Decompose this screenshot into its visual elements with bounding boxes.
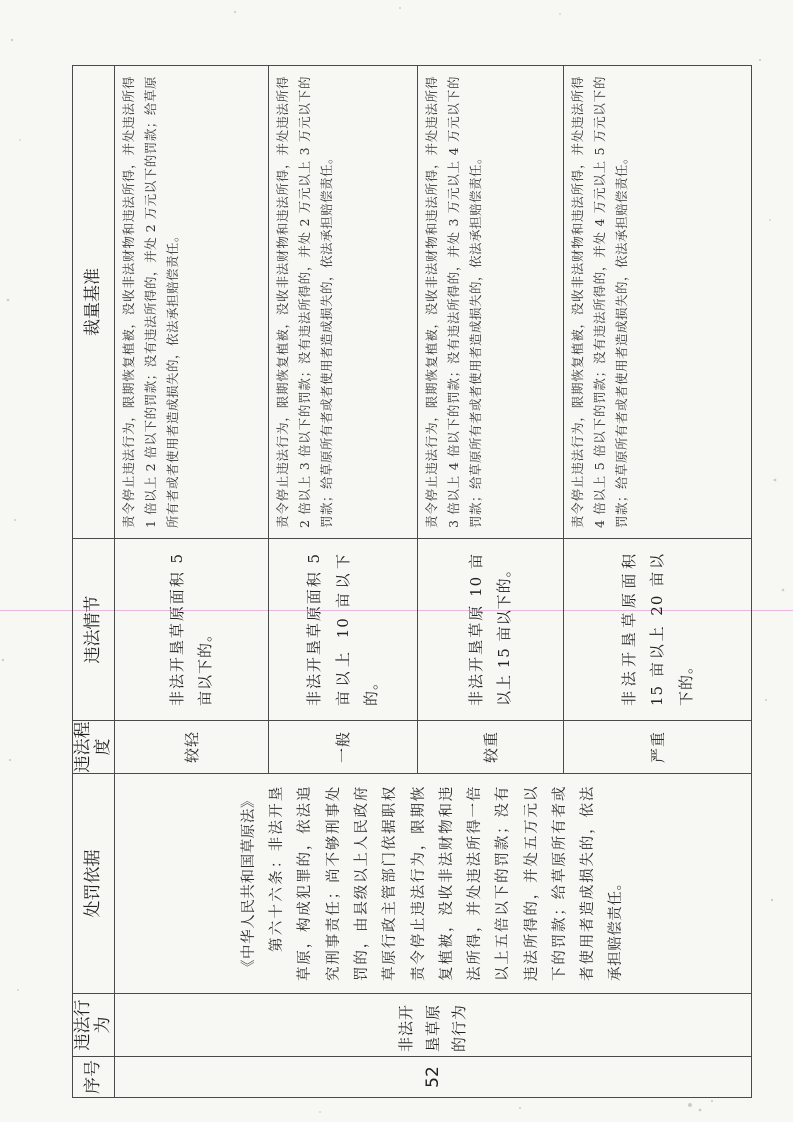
header-act: 违法行为: [73, 994, 115, 1057]
table-row: [114, 66, 268, 1098]
law-article: 第六十六条：非法开垦草原，构成犯罪的，依法追究刑事责任；尚不够刑事处罚的，由县级以上人民政府草原行政主管部门依据职权责令停止违法行为，限期恢复植被，没收非法财物和违法所得，并处违法所得一倍以上五倍以下的罚款；没有违法所得的，并处五万元以下的罚款；给草原所有者或者使用者造成损失的，依法承担赔偿责任。: [269, 786, 625, 981]
plot-cell: 非法开垦草原 10 亩以上 15 亩以下的。: [417, 539, 563, 721]
header-plot: 违法情节: [73, 539, 115, 721]
degree-cell: 较重: [417, 721, 563, 774]
plot-cell: 非法开垦草原面积 5 亩以下的。: [114, 539, 268, 721]
standard-cell: 责令停止违法行为，限期恢复植被，没收非法财物和违法所得，并处违法所得 1 倍以上 2 倍以下的罚款；没有违法所得的，并处 2 万元以下的罚款；给草原所有者或者使用者造成损失的，依法承担赔偿责任。: [114, 66, 268, 539]
plot-cell: 非法开垦草原面积 15 亩以上 20 亩以下的。: [563, 539, 751, 721]
rotated-table-frame: [72, 66, 750, 1098]
standard-cell: 责令停止违法行为，限期恢复植被，没收非法财物和违法所得，并处违法所得 3 倍以上 4 倍以下的罚款；没有违法所得的，并处 3 万元以上 4 万元以下的罚款；给草原所有者或者使用者造成损失的，依法承担赔偿责任。: [417, 66, 563, 539]
item-act: 非法开垦草原的行为: [114, 994, 751, 1057]
header-basis: 处罚依据: [73, 774, 115, 994]
law-title: 《中华人民共和国草原法》: [240, 792, 257, 975]
item-seq: 52: [114, 1057, 751, 1098]
degree-cell: 较轻: [114, 721, 268, 774]
plot-cell: 非法开垦草原面积 5 亩以上 10 亩以下的。: [268, 539, 417, 721]
header-seq: 序号: [73, 1057, 115, 1098]
item-basis: [114, 774, 751, 994]
degree-cell: 严重: [563, 721, 751, 774]
header-degree: 违法程度: [73, 721, 114, 773]
standard-cell: 责令停止违法行为，限期恢复植被，没收非法财物和违法所得，并处违法所得 2 倍以上 3 倍以下的罚款；没有违法所得的，并处 2 万元以上 3 万元以下的罚款；给草原所有者或者使用者造成损失的，依法承担赔偿责任。: [268, 66, 417, 539]
penalty-discretion-table: [72, 65, 752, 1098]
header-row: [73, 66, 115, 1098]
header-standard: 裁量基准: [73, 66, 115, 539]
degree-cell: 一般: [268, 721, 417, 774]
standard-cell: 责令停止违法行为，限期恢复植被，没收非法财物和违法所得，并处违法所得 4 倍以上 5 倍以下的罚款；没有违法所得的，并处 4 万元以上 5 万元以下的罚款；给草原所有者或者使用者造成损失的，依法承担赔偿责任。: [563, 66, 751, 539]
